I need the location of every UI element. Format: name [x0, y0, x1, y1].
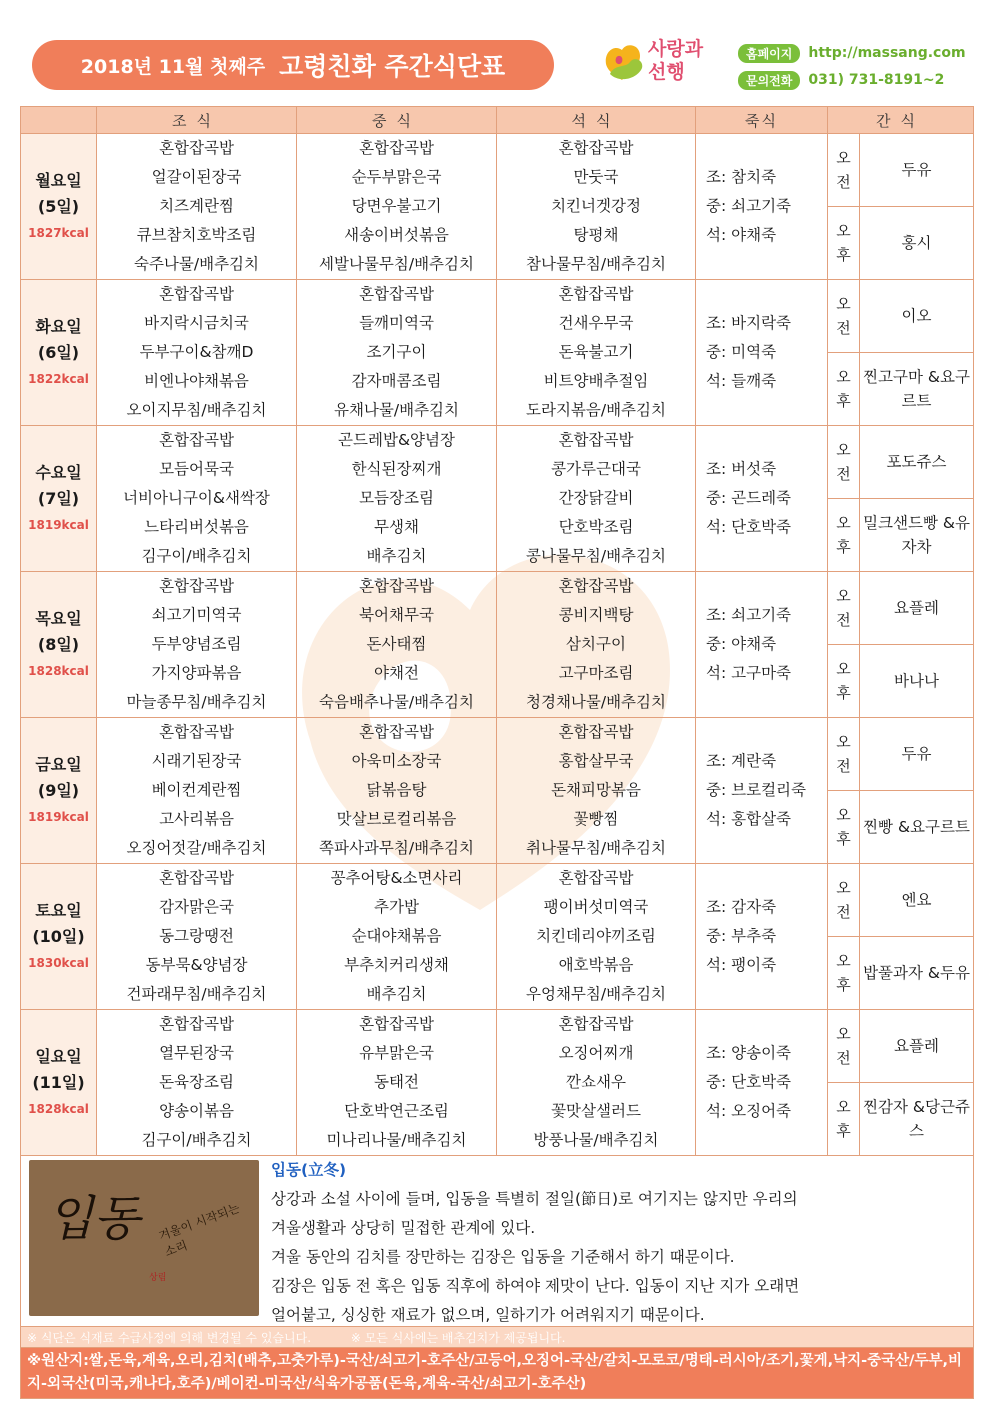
title-period: 2018년 11월 첫째주: [80, 55, 266, 78]
day-label-cell: [21, 1010, 97, 1156]
porridge-item: 석: 팽이죽: [706, 956, 777, 974]
pm-snack: 바나나: [860, 645, 974, 718]
menu-item: 방풍나물/배추김치: [533, 1131, 659, 1149]
pm-snack: 찐고구마 &요구르트: [860, 353, 974, 426]
day-date: (10일): [32, 926, 85, 946]
menu-item: 쇠고기미역국: [151, 606, 242, 624]
day-row: [21, 1010, 974, 1083]
menu-item: 고사리볶음: [159, 810, 234, 828]
menu-item: 동태전: [374, 1073, 419, 1091]
menu-item: 탕평채: [573, 226, 619, 244]
menu-item: 당면우불고기: [351, 197, 442, 215]
pm-snack: 찐감자 &당근쥬스: [860, 1083, 974, 1156]
day-name: 일요일: [35, 1046, 82, 1066]
day-label-cell: [21, 718, 97, 864]
menu-item: 만둣국: [573, 168, 619, 186]
day-date: (5일): [37, 196, 80, 216]
menu-item: 참나물무침/배추김치: [526, 255, 666, 273]
day-row: [21, 426, 974, 499]
menu-item: 혼합잡곡밥: [159, 431, 234, 449]
porridge-item: 중: 야채죽: [706, 635, 777, 653]
menu-item: 가지양파볶음: [151, 664, 242, 682]
menu-item: 부추치커리생채: [344, 956, 449, 974]
am-text: 오전: [836, 879, 851, 921]
menu-item: 혼합잡곡밥: [159, 577, 234, 595]
menu-item: 혼합잡곡밥: [359, 285, 434, 303]
menu-item: 유부맑은국: [359, 1044, 434, 1062]
breakfast-cell: [97, 1010, 297, 1156]
dinner-cell: [497, 426, 696, 572]
menu-item: 순두부맑은국: [351, 168, 442, 186]
menu-item: 한식된장찌개: [351, 460, 442, 478]
menu-item: 혼합잡곡밥: [558, 431, 634, 449]
am-label: [828, 718, 860, 791]
note-line: 겨울생활과 상당히 밀접한 관계에 있다.: [271, 1219, 536, 1237]
day-row: [21, 572, 974, 645]
dinner-cell: [497, 1010, 696, 1156]
menu-item: 쪽파사과무침/배추김치: [319, 839, 474, 857]
menu-item: 치즈계란찜: [159, 197, 234, 215]
note-line: 얼어붙고, 싱싱한 재료가 없으며, 일하기가 어려워지기 때문이다.: [271, 1306, 705, 1324]
calligraphy-text: 입동: [47, 1191, 140, 1247]
menu-item: 동부묵&양념장: [145, 956, 248, 974]
menu-item: 조기구이: [366, 343, 427, 361]
day-label-cell: [21, 426, 97, 572]
col-dinner: 석식: [497, 107, 696, 134]
porridge-item: 중: 곤드레죽: [706, 489, 792, 507]
am-label: [828, 572, 860, 645]
day-date: (11일): [32, 1072, 85, 1092]
menu-item: 혼합잡곡밥: [558, 869, 634, 887]
breakfast-cell: [97, 134, 297, 280]
ipdong-calligraphy-image: [29, 1160, 259, 1316]
menu-item: 혼합잡곡밥: [159, 723, 234, 741]
am-snack: 요플레: [860, 1010, 974, 1083]
menu-item: 혼합잡곡밥: [558, 139, 634, 157]
porridge-item: 중: 부추죽: [706, 927, 777, 945]
am-text: 오전: [836, 149, 851, 191]
porridge-item: 석: 고구마죽: [706, 664, 792, 682]
menu-item: 콩가루근대국: [551, 460, 641, 478]
am-label: [828, 426, 860, 499]
pm-text: 오후: [836, 660, 851, 702]
porridge-cell: [696, 280, 828, 426]
day-kcal: 1828kcal: [28, 1101, 89, 1116]
menu-item: 단호박조림: [558, 518, 634, 536]
porridge-cell: [696, 1010, 828, 1156]
am-label: [828, 1010, 860, 1083]
breakfast-cell: [97, 572, 297, 718]
porridge-item: 조: 바지락죽: [706, 314, 792, 332]
day-label-cell: [21, 134, 97, 280]
day-kcal: 1828kcal: [28, 663, 89, 678]
porridge-cell: [696, 864, 828, 1010]
pm-label: [828, 645, 860, 718]
menu-item: 시래기된장국: [151, 752, 242, 770]
menu-item: 꽁추어탕&소면사리: [330, 869, 463, 887]
menu-item: 돈육불고기: [558, 343, 634, 361]
hands-heart-icon: [600, 34, 648, 86]
menu-item: 북어채무국: [359, 606, 434, 624]
col-porridge: 죽식: [696, 107, 828, 134]
am-text: 오전: [836, 587, 851, 629]
menu-item: 아욱미소장국: [351, 752, 442, 770]
menu-item: 꽃빵찜: [573, 810, 619, 828]
am-snack: 두유: [860, 718, 974, 791]
day-kcal: 1819kcal: [28, 809, 89, 824]
menu-item: 큐브참치호박조림: [136, 226, 257, 244]
menu-item: 콩비지백탕: [558, 606, 634, 624]
menu-item: 혼합잡곡밥: [159, 869, 234, 887]
menu-item: 도라지볶음/배추김치: [526, 401, 666, 419]
am-snack: 이오: [860, 280, 974, 353]
menu-item: 비트양배추절임: [543, 372, 649, 390]
pm-text: 오후: [836, 514, 851, 556]
am-snack: 두유: [860, 134, 974, 207]
day-label-cell: [21, 280, 97, 426]
menu-item: 김구이/배추김치: [141, 1131, 252, 1149]
menu-item: 베이컨계란찜: [151, 781, 242, 799]
day-date: (9일): [37, 780, 80, 800]
menu-item: 치킨데리야끼조림: [536, 927, 656, 945]
dinner-cell: [497, 572, 696, 718]
menu-item: 배추김치: [366, 547, 427, 565]
menu-item: 들깨미역국: [359, 314, 434, 332]
header-row: [21, 107, 974, 134]
lunch-cell: [297, 572, 497, 718]
menu-item: 청경채나물/배추김치: [526, 693, 666, 711]
day-name: 금요일: [35, 754, 82, 774]
menu-item: 맛살브로컬리볶음: [336, 810, 457, 828]
menu-item: 감자맑은국: [159, 898, 234, 916]
menu-item: 치킨너겟강정: [551, 197, 641, 215]
menu-item: 추가밥: [374, 898, 419, 916]
menu-item: 간장닭갈비: [558, 489, 634, 507]
menu-item: 고구마조림: [558, 664, 634, 682]
am-label: [828, 280, 860, 353]
menu-item: 김구이/배추김치: [141, 547, 252, 565]
corner-cell: [21, 107, 97, 134]
menu-item: 숙음배추나물/배추김치: [319, 693, 474, 711]
lunch-cell: [297, 864, 497, 1010]
menu-item: 혼합잡곡밥: [359, 139, 434, 157]
weekly-menu-table: [20, 106, 974, 1399]
menu-item: 혼합잡곡밥: [159, 285, 234, 303]
menu-item: 느타리버섯볶음: [144, 518, 249, 536]
note-line: 겨울 동안의 김치를 장만하는 김장은 입동을 기준해서 하기 때문이다.: [271, 1248, 735, 1266]
col-lunch: 중식: [297, 107, 497, 134]
menu-item: 우엉채무침/배추김치: [526, 985, 666, 1003]
menu-item: 혼합잡곡밥: [558, 723, 634, 741]
menu-item: 돈육장조림: [159, 1073, 234, 1091]
day-row: [21, 134, 974, 207]
porridge-item: 석: 단호박죽: [706, 518, 792, 536]
day-kcal: 1819kcal: [28, 517, 89, 532]
porridge-item: 석: 오징어죽: [706, 1102, 792, 1120]
porridge-item: 중: 단호박죽: [706, 1073, 792, 1091]
porridge-cell: [696, 134, 828, 280]
pm-text: 오후: [836, 368, 851, 410]
menu-item: 무생채: [374, 518, 419, 536]
origin-info: ※원산지:쌀,돈육,계육,오리,김치(배추,고춧가루)-국산/쇠고기-호주산/고등어,오징어-국산/갈치-모로코/명태-러시아/조기,꽃게,낙지-중국산/두부,비지-외국산(미국,캐나다,호주)/베이컨-미국산/식육가공품(돈육,계육-국산/쇠고기-호주산): [21, 1348, 974, 1399]
pm-label: [828, 207, 860, 280]
day-label-cell: [21, 572, 97, 718]
page-title: [32, 40, 554, 90]
menu-item: 취나물무침/배추김치: [526, 839, 666, 857]
menu-item: 단호박연근조림: [344, 1102, 449, 1120]
menu-item: 혼합잡곡밥: [359, 723, 434, 741]
pm-snack: 밥풀과자 &두유: [860, 937, 974, 1010]
dinner-cell: [497, 718, 696, 864]
lunch-cell: [297, 426, 497, 572]
porridge-item: 조: 버섯죽: [706, 460, 777, 478]
am-text: 오전: [836, 295, 851, 337]
pm-label: [828, 353, 860, 426]
menu-item: 바지락시금치국: [144, 314, 249, 332]
am-text: 오전: [836, 733, 851, 775]
pm-label: [828, 937, 860, 1010]
pm-snack: 밀크샌드빵 &유자차: [860, 499, 974, 572]
lunch-cell: [297, 718, 497, 864]
title-main: 고령친화 주간식단표: [279, 52, 506, 81]
homepage-link[interactable]: http://massang.com: [808, 45, 966, 61]
menu-item: 건파래무침/배추김치: [126, 985, 267, 1003]
pm-snack: 찐빵 &요구르트: [860, 791, 974, 864]
logo-line1: 사랑과: [648, 38, 704, 60]
pm-text: 오후: [836, 1098, 851, 1140]
calligraphy-subtext: 겨울이 시작되는 소리: [156, 1200, 242, 1260]
menu-item: 혼합잡곡밥: [359, 1015, 434, 1033]
menu-item: 혼합잡곡밥: [159, 1015, 234, 1033]
am-snack: 엔요: [860, 864, 974, 937]
day-kcal: 1830kcal: [28, 955, 89, 970]
day-name: 수요일: [35, 462, 82, 482]
porridge-item: 조: 양송이죽: [706, 1044, 792, 1062]
breakfast-cell: [97, 864, 297, 1010]
day-name: 월요일: [35, 170, 82, 190]
porridge-item: 석: 야채죽: [706, 226, 777, 244]
dinner-cell: [497, 134, 696, 280]
breakfast-cell: [97, 718, 297, 864]
notice-kimchi: ※ 모든 식사에는 배추김치가 제공됩니다.: [350, 1330, 566, 1345]
pm-text: 오후: [836, 222, 851, 264]
menu-item: 너비아니구이&새싹장: [123, 489, 270, 507]
day-kcal: 1827kcal: [28, 225, 89, 240]
menu-item: 두부구이&참깨D: [139, 343, 254, 361]
day-name: 목요일: [35, 608, 82, 628]
day-label-cell: [21, 864, 97, 1010]
menu-item: 오이지무침/배추김치: [126, 401, 267, 419]
note-text: [271, 1156, 963, 1330]
pm-text: 오후: [836, 952, 851, 994]
menu-item: 감자매콤조림: [351, 372, 442, 390]
phone-label: 문의전화: [738, 71, 800, 90]
porridge-item: 석: 홍합살죽: [706, 810, 792, 828]
am-label: [828, 134, 860, 207]
menu-item: 양송이볶음: [159, 1102, 234, 1120]
am-text: 오전: [836, 441, 851, 483]
porridge-cell: [696, 572, 828, 718]
menu-item: 혼합잡곡밥: [558, 285, 634, 303]
porridge-cell: [696, 426, 828, 572]
menu-item: 콩나물무침/배추김치: [526, 547, 666, 565]
menu-item: 건새우무국: [558, 314, 634, 332]
menu-item: 비엔나야채볶음: [144, 372, 249, 390]
menu-item: 마늘종무침/배추김치: [126, 693, 267, 711]
lunch-cell: [297, 1010, 497, 1156]
note-line: 김장은 입동 전 혹은 입동 직후에 하여야 제맛이 난다. 입동이 지난 지가 오래면: [271, 1277, 800, 1295]
homepage-label: 홈페이지: [738, 44, 800, 63]
breakfast-cell: [97, 280, 297, 426]
menu-item: 깐쇼새우: [566, 1073, 626, 1091]
dinner-cell: [497, 864, 696, 1010]
menu-item: 동그랑땡전: [159, 927, 234, 945]
menu-item: 야채전: [374, 664, 419, 682]
menu-item: 모듬장조림: [359, 489, 434, 507]
day-date: (7일): [37, 488, 80, 508]
pm-label: [828, 1083, 860, 1156]
day-date: (6일): [37, 342, 80, 362]
menu-item: 세발나물무침/배추김치: [319, 255, 474, 273]
pm-snack: 홍시: [860, 207, 974, 280]
menu-item: 돈채피망볶음: [551, 781, 641, 799]
menu-item: 삼치구이: [566, 635, 626, 653]
dinner-cell: [497, 280, 696, 426]
day-date: (8일): [37, 634, 80, 654]
porridge-item: 조: 감자죽: [706, 898, 777, 916]
menu-item: 두부양념조림: [151, 635, 242, 653]
menu-item: 열무된장국: [159, 1044, 234, 1062]
brand-logo: [600, 34, 720, 94]
pm-label: [828, 791, 860, 864]
pm-label: [828, 499, 860, 572]
menu-item: 배추김치: [366, 985, 427, 1003]
menu-item: 꽃맛살샐러드: [551, 1102, 641, 1120]
lunch-cell: [297, 280, 497, 426]
note-line: 상강과 소설 사이에 들며, 입동을 특별히 절일(節日)로 여기지는 않지만 우리의: [271, 1190, 798, 1208]
pm-text: 오후: [836, 806, 851, 848]
menu-item: 돈사태찜: [366, 635, 427, 653]
phone-number: 031) 731-8191~2: [808, 72, 945, 88]
menu-item: 모듬어묵국: [159, 460, 234, 478]
day-name: 화요일: [35, 316, 82, 336]
porridge-cell: [696, 718, 828, 864]
menu-item: 혼합잡곡밥: [159, 139, 234, 157]
porridge-item: 중: 브로컬리죽: [706, 781, 806, 799]
menu-item: 순대야채볶음: [351, 927, 442, 945]
porridge-item: 중: 쇠고기죽: [706, 197, 792, 215]
col-breakfast: 조식: [97, 107, 297, 134]
day-row: [21, 864, 974, 937]
menu-item: 홍합살무국: [558, 752, 634, 770]
notice-change: ※ 식단은 식재료 수급사정에 의해 변경될 수 있습니다.: [27, 1330, 312, 1345]
menu-item: 혼합잡곡밥: [359, 577, 434, 595]
am-label: [828, 864, 860, 937]
calligraphy-seal: 상림: [149, 1273, 167, 1283]
lunch-cell: [297, 134, 497, 280]
menu-item: 닭볶음탕: [366, 781, 427, 799]
am-snack: 포도쥬스: [860, 426, 974, 499]
menu-item: 숙주나물/배추김치: [133, 255, 259, 273]
note-section: [21, 1156, 974, 1327]
contact-info: [738, 42, 966, 96]
porridge-item: 석: 들깨죽: [706, 372, 777, 390]
day-row: [21, 718, 974, 791]
day-row: [21, 280, 974, 353]
am-text: 오전: [836, 1025, 851, 1067]
porridge-item: 중: 미역죽: [706, 343, 777, 361]
menu-item: 혼합잡곡밥: [558, 577, 634, 595]
day-name: 토요일: [35, 900, 82, 920]
menu-item: 오징어찌개: [558, 1044, 634, 1062]
menu-item: 유채나물/배추김치: [333, 401, 459, 419]
menu-item: 미나리나물/배추김치: [326, 1131, 467, 1149]
menu-item: 곤드레밥&양념장: [338, 431, 455, 449]
porridge-item: 조: 참치죽: [706, 168, 777, 186]
menu-item: 얼갈이된장국: [151, 168, 242, 186]
day-kcal: 1822kcal: [28, 371, 89, 386]
menu-item: 팽이버섯미역국: [543, 898, 649, 916]
porridge-item: 조: 계란죽: [706, 752, 777, 770]
col-snack: 간식: [828, 107, 974, 134]
menu-item: 혼합잡곡밥: [558, 1015, 634, 1033]
logo-line2: 선행: [648, 61, 685, 83]
breakfast-cell: [97, 426, 297, 572]
menu-item: 새송이버섯볶음: [344, 226, 449, 244]
menu-item: 애호박볶음: [558, 956, 634, 974]
menu-item: 오징어젓갈/배추김치: [126, 839, 267, 857]
am-snack: 요플레: [860, 572, 974, 645]
porridge-item: 조: 쇠고기죽: [706, 606, 792, 624]
note-heading: 입동(立冬): [271, 1161, 347, 1179]
